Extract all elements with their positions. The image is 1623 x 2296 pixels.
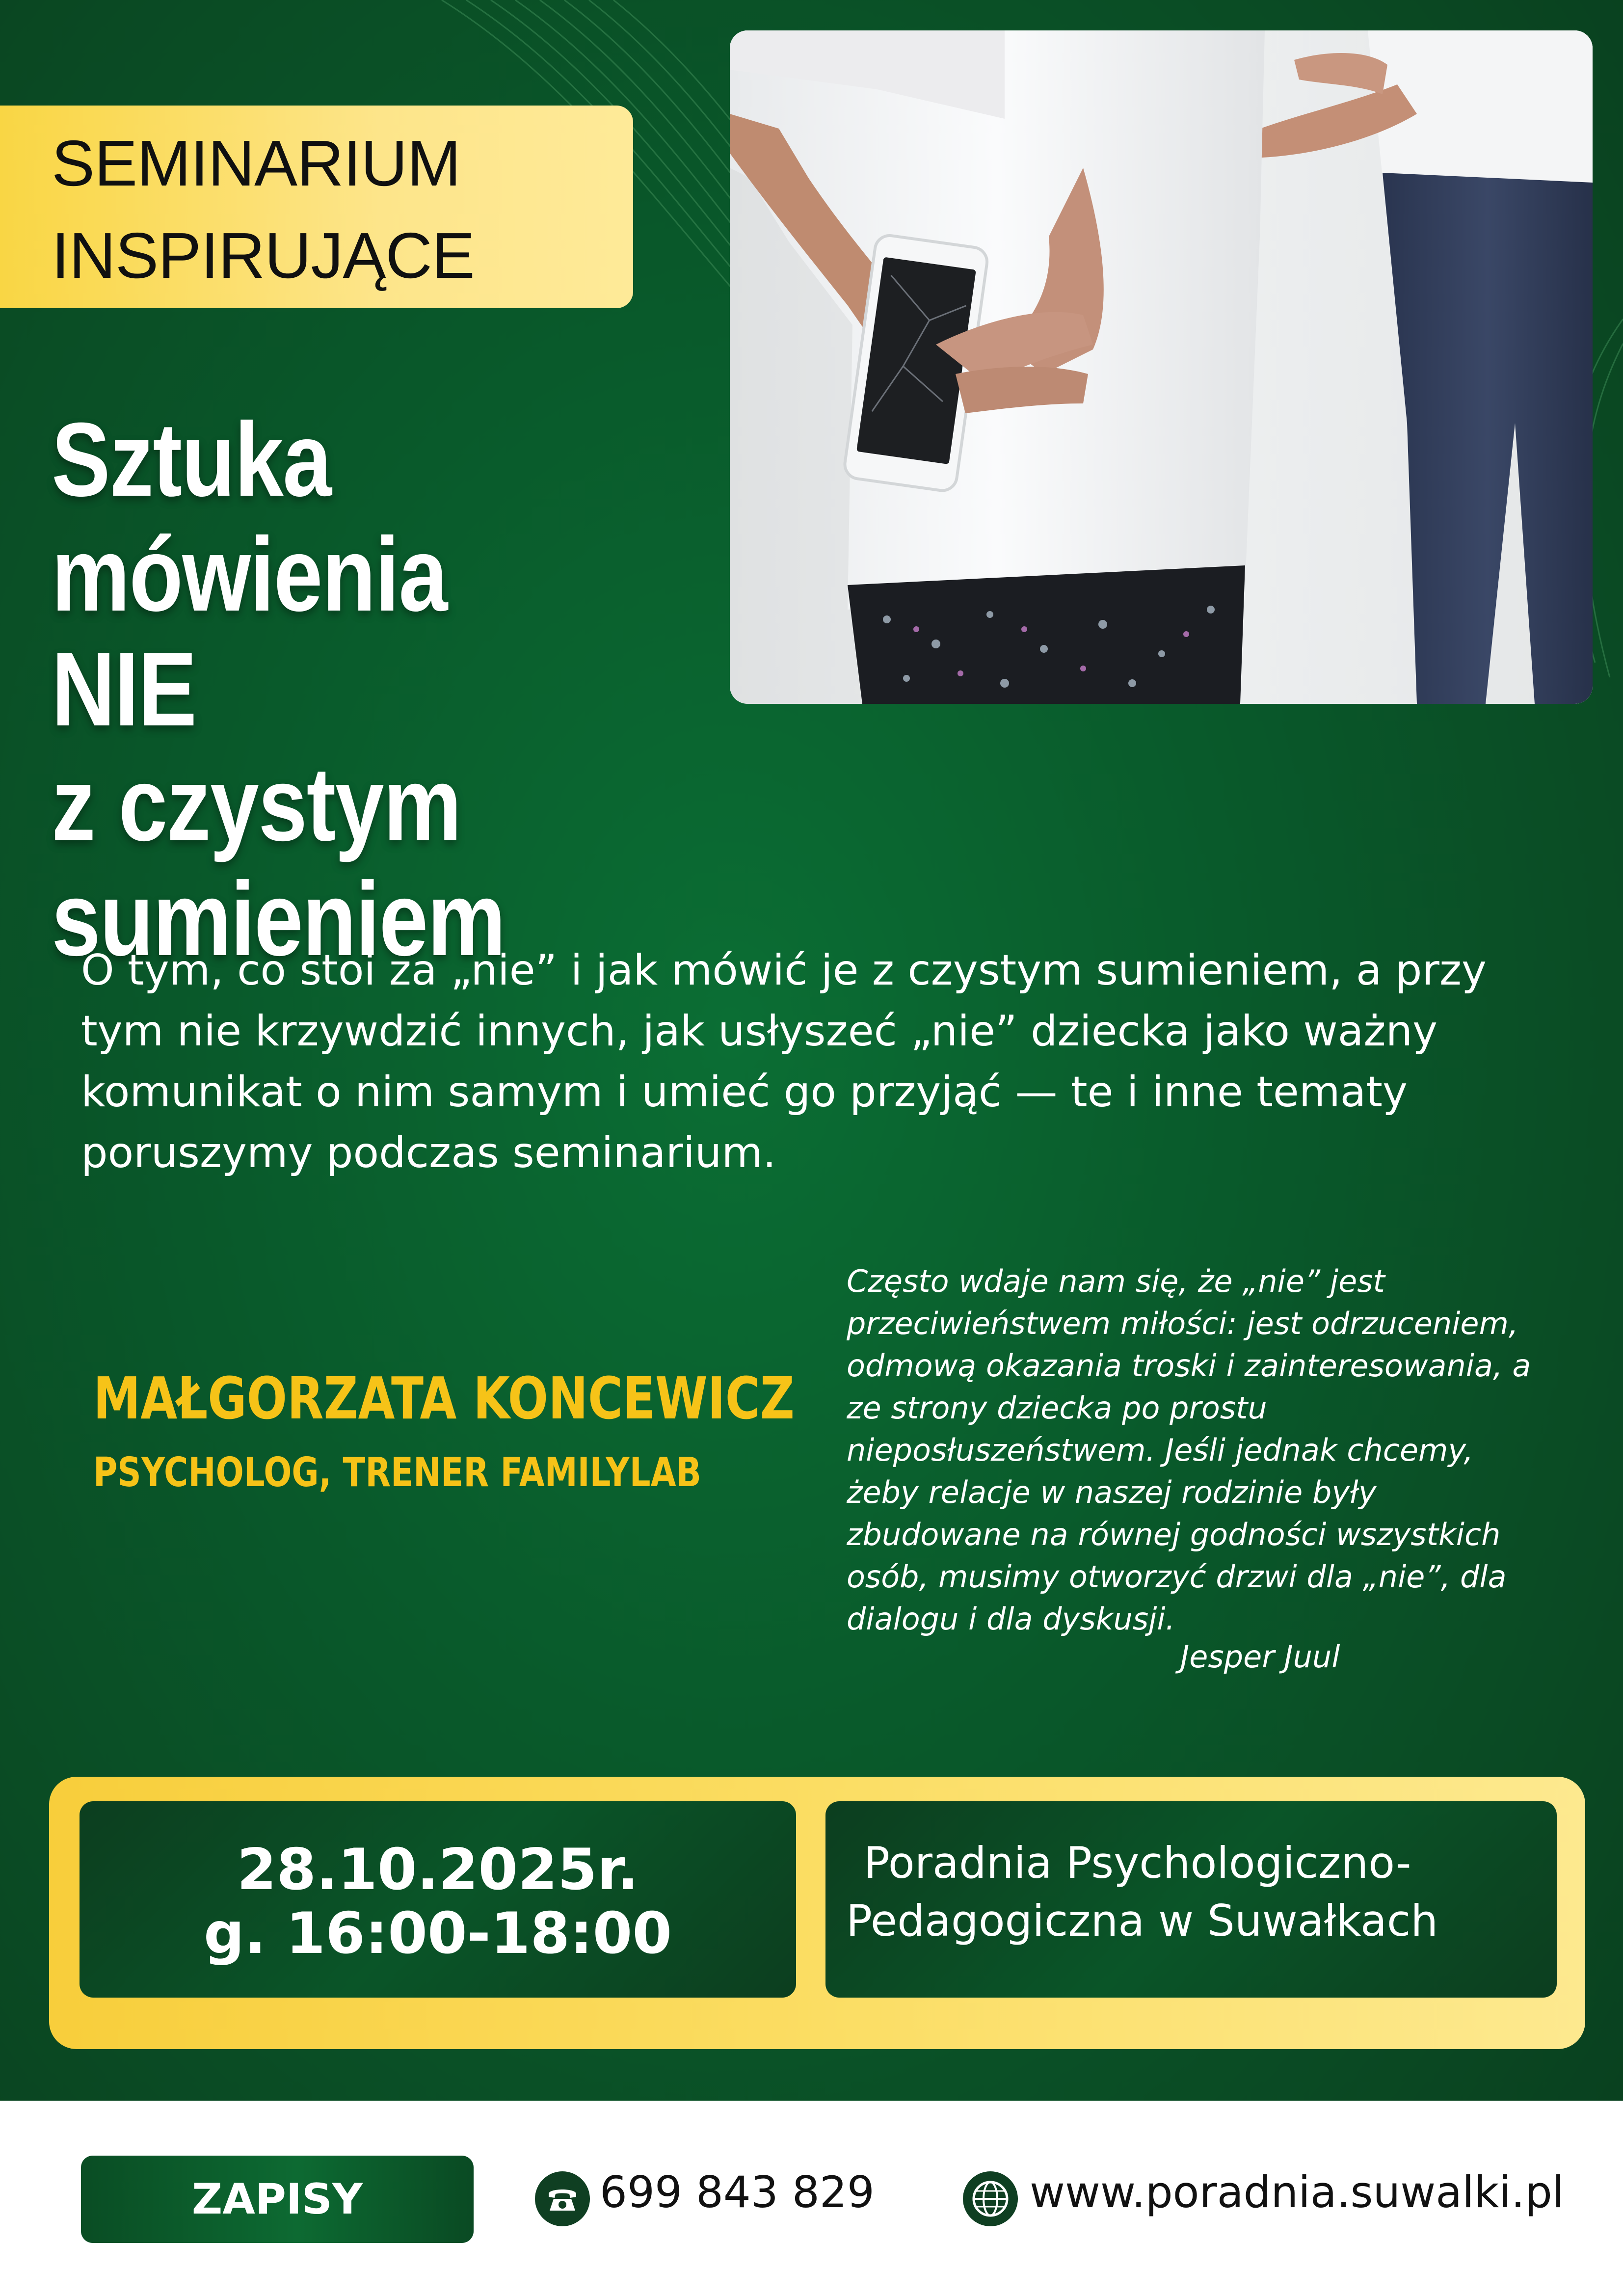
badge-line-2: INSPIRUJĄCE: [52, 219, 475, 292]
seminar-badge: [0, 106, 633, 308]
phone-number[interactable]: 699 843 829: [600, 2167, 875, 2217]
date-time-box: [80, 1801, 796, 1998]
venue-line-2: Pedagogiczna w Suwałkach: [846, 1896, 1438, 1946]
event-time: g. 16:00-18:00: [203, 1900, 672, 1967]
quote-line: zbudowane na równej godności wszystkich: [847, 1517, 1501, 1552]
website-link[interactable]: www.poradnia.suwalki.pl: [1030, 2167, 1565, 2217]
quote-line: nieposłuszeństwem. Jeśli jednak chcemy,: [847, 1432, 1474, 1468]
title-line: Sztuka: [52, 401, 331, 518]
badge-line-1: SEMINARIUM: [52, 127, 461, 199]
footer: [0, 2101, 1623, 2296]
venue-line-1: Poradnia Psychologiczno-: [864, 1838, 1411, 1888]
quote-line: ze strony dziecka po prostu: [847, 1390, 1267, 1426]
speaker-role: PSYCHOLOG, TRENER FAMILYLAB: [93, 1449, 701, 1496]
quote-line: żeby relacje w naszej rodzinie były: [847, 1474, 1377, 1510]
intro-line: O tym, co stoi za „nie” i jak mówić je z czystym sumieniem, a przy: [81, 946, 1487, 995]
quote-author: Jesper Juul: [1180, 1639, 1340, 1675]
title-line: sumieniem: [52, 860, 505, 978]
photo-illustration: [730, 30, 1593, 704]
quote-line: odmową okazania troski i zainteresowania, a: [847, 1348, 1531, 1384]
intro-paragraph: [81, 940, 1568, 1183]
quote-line: przeciwieństwem miłości: jest odrzuceniem,: [847, 1306, 1518, 1341]
globe-icon: [963, 2171, 1018, 2226]
intro-line: komunikat o nim samym i umieć go przyjąć — te i inne tematy: [81, 1068, 1408, 1117]
venue-box: [825, 1801, 1557, 1998]
event-date: 28.10.2025r.: [237, 1837, 639, 1903]
intro-line: tym nie krzywdzić innych, jak usłyszeć „nie” dziecka jako ważny: [81, 1007, 1437, 1056]
intro-line: poruszymy podczas seminarium.: [81, 1128, 776, 1177]
speaker-name: MAŁGORZATA KONCEWICZ: [93, 1364, 795, 1432]
phone-icon: [535, 2171, 590, 2226]
event-info-frame: [49, 1777, 1585, 2049]
quote: [847, 1260, 1593, 1640]
quote-line: Często wdaje nam się, że „nie” jest: [847, 1263, 1385, 1299]
title-line: mówienia NIE: [52, 516, 447, 748]
title-line: z czystym: [52, 746, 461, 863]
child-hiding-phone-photo: [730, 30, 1593, 704]
seminar-title: [52, 402, 587, 977]
quote-line: osób, musimy otworzyć drzwi dla „nie”, dla: [847, 1559, 1507, 1595]
signup-button[interactable]: ZAPISY: [81, 2156, 474, 2243]
quote-line: dialogu i dla dyskusji.: [847, 1601, 1175, 1637]
